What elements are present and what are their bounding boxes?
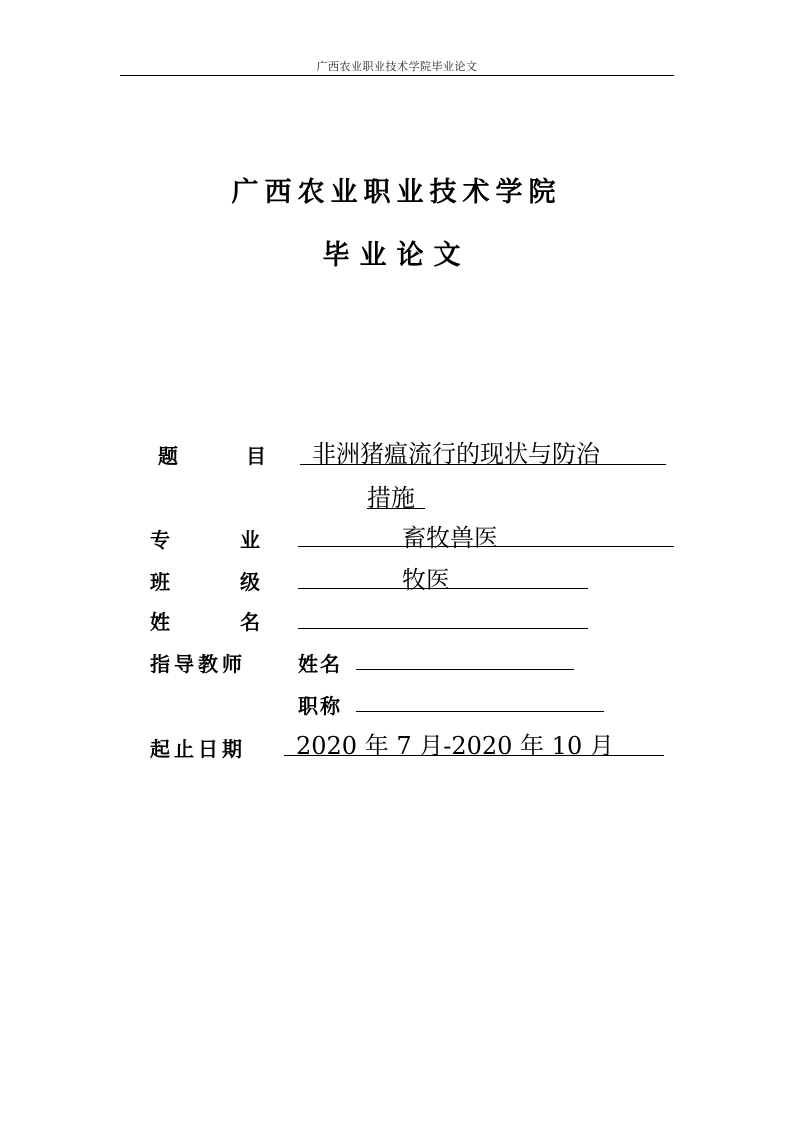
topic-value-line2: 措施 bbox=[367, 484, 415, 512]
period-label: 起止日期 bbox=[150, 737, 246, 761]
advisor-name-underline bbox=[356, 669, 574, 670]
major-label-first: 专 bbox=[150, 528, 170, 552]
class-label-first: 班 bbox=[150, 570, 170, 594]
advisor-title-underline bbox=[356, 711, 604, 712]
advisor-label: 指导教师 bbox=[150, 652, 246, 676]
class-label-second: 级 bbox=[240, 570, 260, 594]
topic-value-line1: 非洲猪瘟流行的现状与防治 bbox=[312, 440, 600, 468]
major-value: 畜牧兽医 bbox=[402, 524, 498, 552]
period-underline bbox=[284, 755, 664, 756]
class-underline bbox=[298, 588, 588, 589]
advisor-title-label: 职称 bbox=[298, 694, 342, 718]
topic-label-first: 题 bbox=[158, 444, 178, 468]
school-title: 广西农业职业技术学院 bbox=[231, 177, 562, 208]
major-underline bbox=[298, 546, 674, 547]
name-underline bbox=[298, 628, 588, 629]
header-text: 广西农业职业技术学院毕业论文 bbox=[316, 60, 478, 73]
topic-underline-2 bbox=[367, 508, 425, 509]
name-label-second: 名 bbox=[240, 610, 260, 634]
topic-label-second: 目 bbox=[246, 444, 266, 468]
period-value: 2020 年 7 月-2020 年 10 月 bbox=[296, 732, 614, 760]
document-title: 毕业论文 bbox=[322, 240, 471, 271]
class-value: 牧医 bbox=[402, 566, 450, 594]
major-label-second: 业 bbox=[240, 528, 260, 552]
advisor-name-label: 姓名 bbox=[298, 652, 342, 676]
topic-underline-1 bbox=[300, 464, 666, 465]
name-label-first: 姓 bbox=[150, 610, 170, 634]
header-rule bbox=[120, 75, 674, 76]
